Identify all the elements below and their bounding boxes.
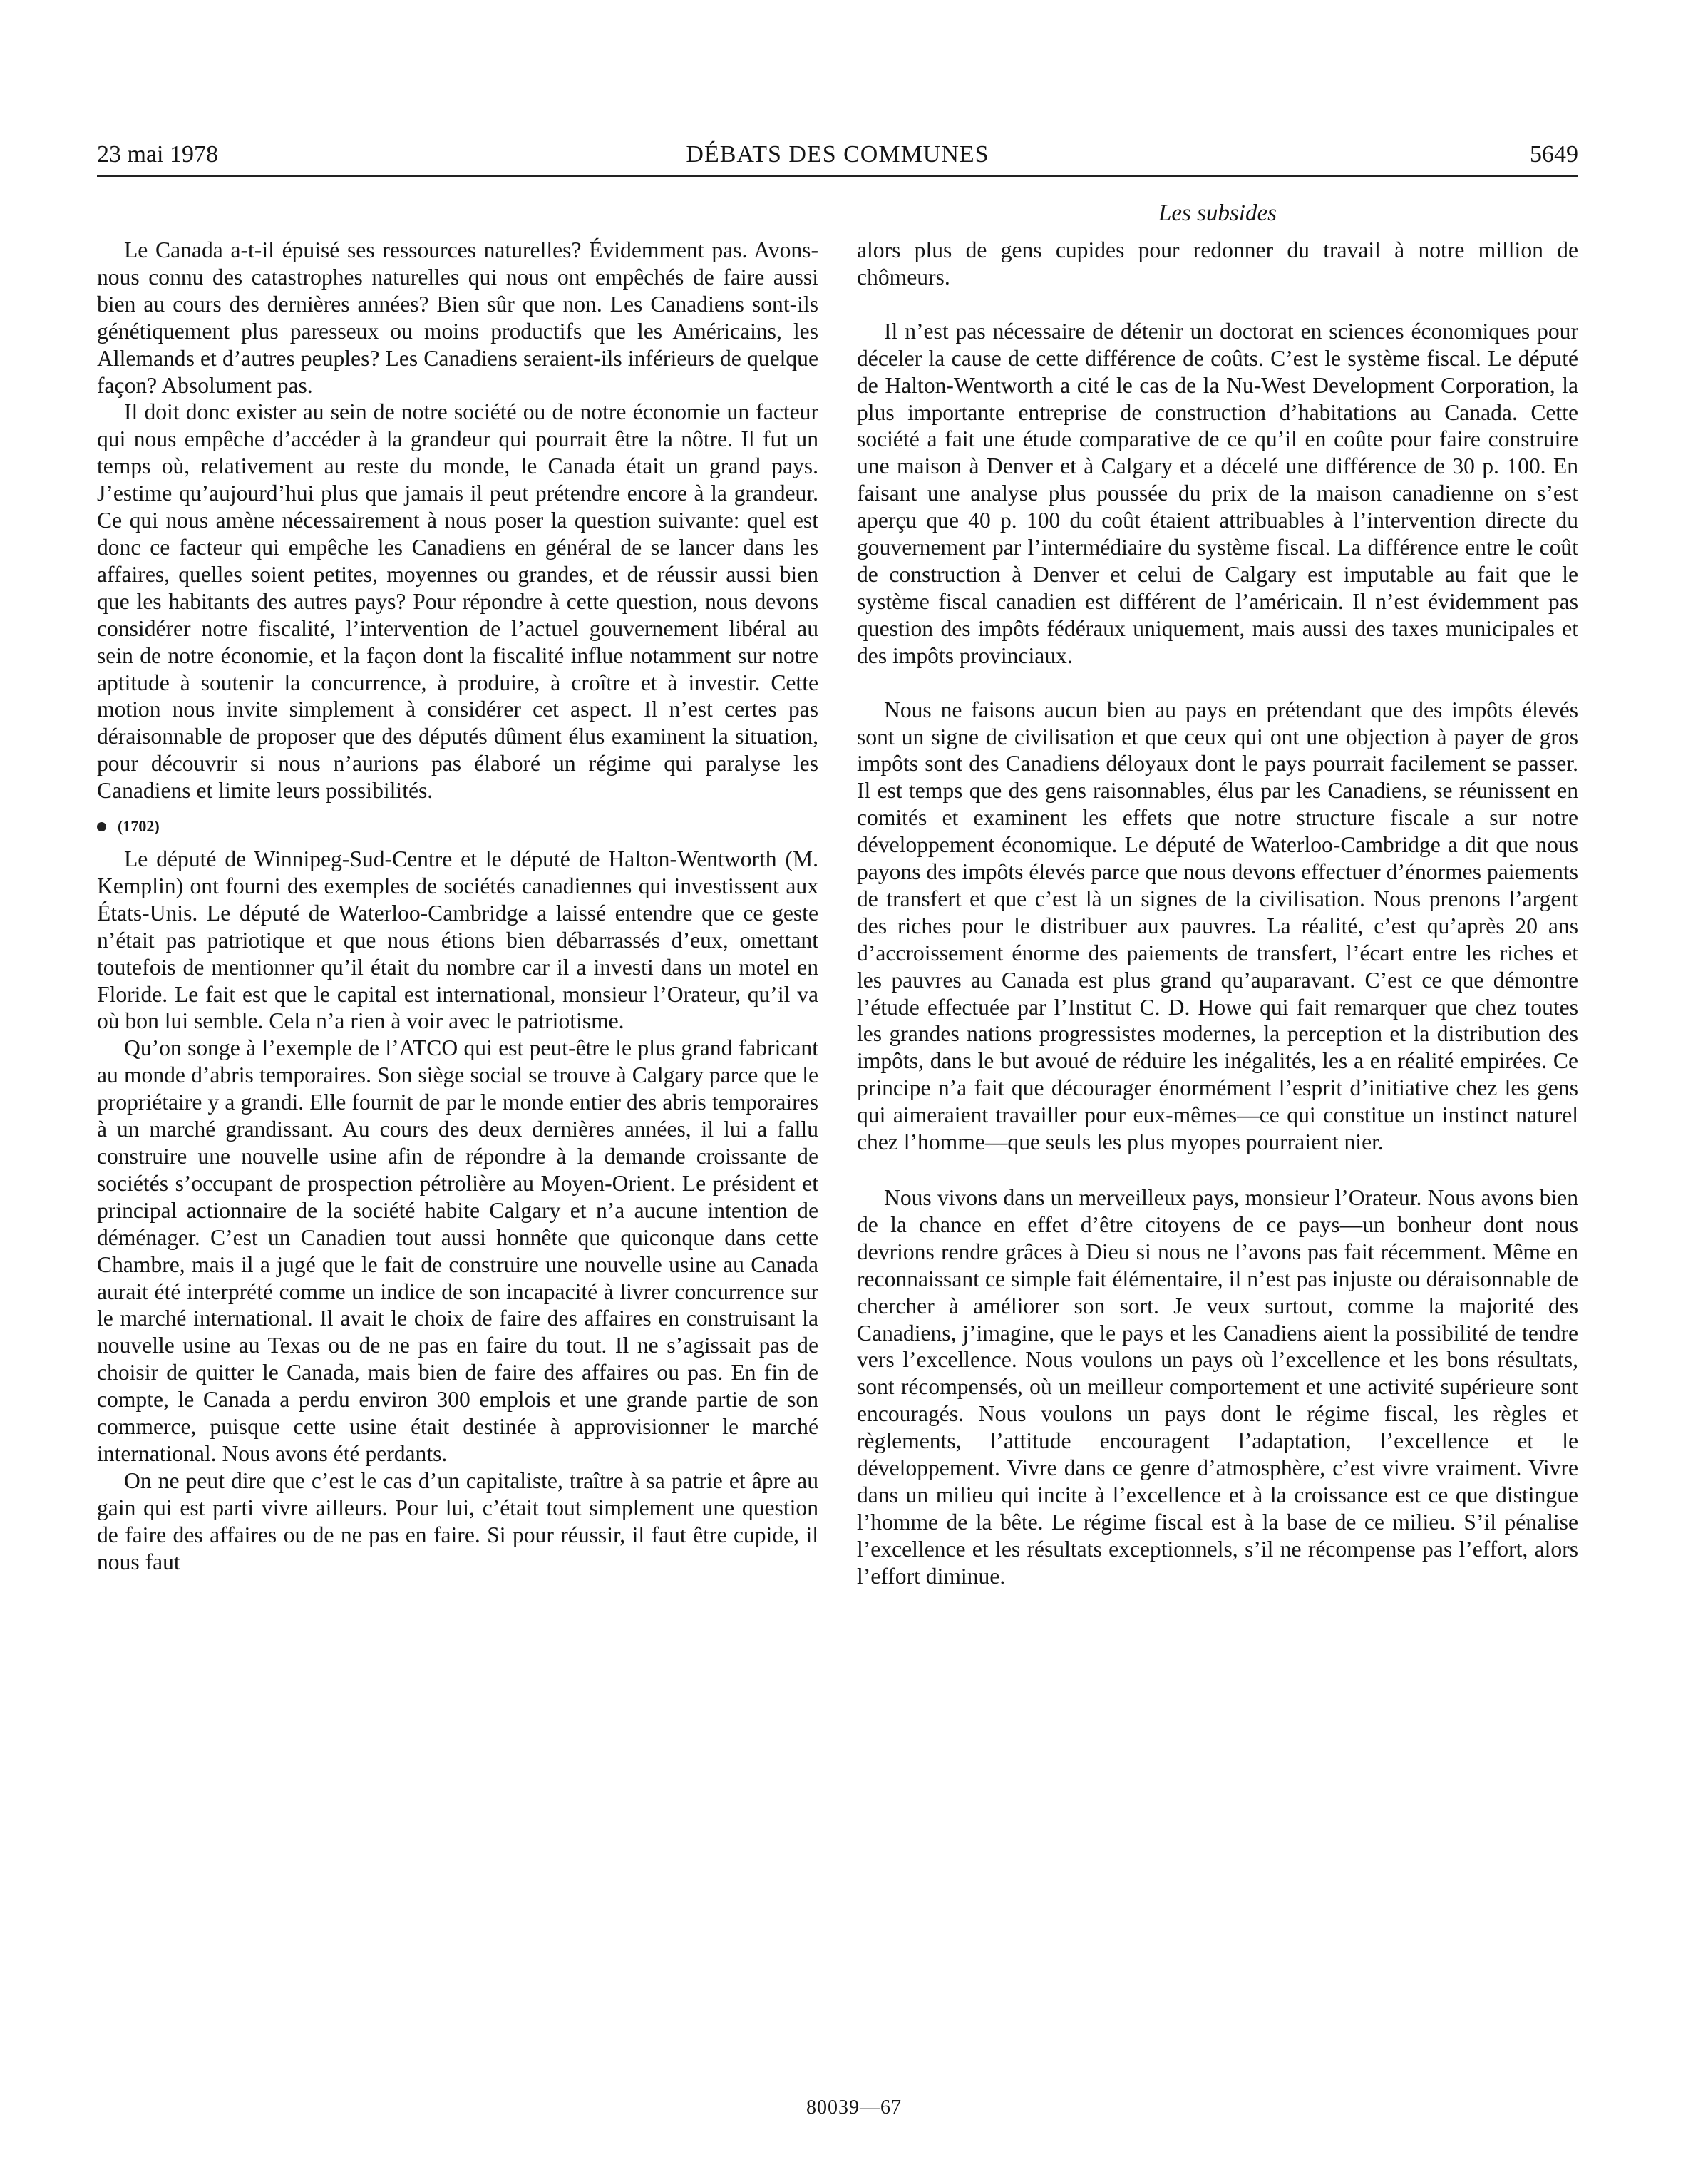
paragraph-continuation: alors plus de gens cupides pour redonner du travail à notre million de chômeurs. — [857, 237, 1578, 290]
paragraph: Le Canada a-t-il épuisé ses ressources naturelles? Évidemment pas. Avons-nous connu des catastrophes naturelles qui nous ont empêchés de faire aussi bien au cours des dernières années? Bien sûr que non. Les Canadiens sont-ils génétiquement plus paresseux ou moins productifs que les Américains, les Allemands et d’autres peuples? Les Canadiens seraient-ils inférieurs de quelque façon? Absolument pas. — [97, 237, 818, 398]
paragraph: On ne peut dire que c’est le cas d’un capitaliste, traître à sa patrie et âpre au gain qui est parti vivre ailleurs. Pour lui, c’était tout simplement une question de faire des affaires ou de ne pas en faire. Si pour réussir, il faut être cupide, il nous faut — [97, 1467, 818, 1574]
section-title: Les subsides — [1158, 200, 1277, 226]
header-date: 23 mai 1978 — [97, 141, 218, 168]
page-number: 5649 — [1530, 141, 1578, 168]
paragraph: Nous ne faisons aucun bien au pays en prétendant que des impôts élevés sont un signe de civilisation et que ceux qui ont une objection à payer de gros impôts sont des Canadiens déloyaux dont le pays pourrait facilement se passer. Il est temps que des gens raisonnables, élus par les Canadiens, se réunissent en comités et examinent les effets que notre structure fiscale a sur notre développement économique. Le député de Waterloo-Cambridge a dit que nous payons des impôts élevés parce que nous devons effectuer d’énormes paiements de transfert et que c’est là un signes de la civilisation. Nous prenons l’argent des riches pour le distribuer aux pauvres. La réalité, c’est qu’après 20 ans d’accroissement énorme des paiements de transfert, l’écart entre les riches et les pauvres au Canada est plus grand qu’auparavant. C’est ce que démontre l’étude effectuée par l’Institut C. D. Howe qui fait remarquer que chez toutes les grandes nations progressistes modernes, la perception et la distribution des impôts, dans le but avoué de réduire les inégalités, les a en réalité empirées. Ce principe n’a fait que décourager énormément l’esprit d’initiative chez les gens qui aimeraient travailler pour eux-mêmes—ce qui constitue un instinct naturel chez l’homme—que seuls les plus myopes pourraient nier. — [857, 697, 1578, 1155]
paragraph: Nous vivons dans un merveilleux pays, monsieur l’Orateur. Nous avons bien de la chance en effet d’être citoyens de ce pays—un bonheur dont nous devrions rendre grâces à Dieu si nous ne l’avons pas fait récemment. Même en reconnaissant ce simple fait élémentaire, il n’est pas injuste ou déraisonnable de chercher à améliorer son sort. Je veux surtout, comme la majorité des Canadiens, j’imagine, que le pays et les Canadiens aient la possibilité de tendre vers l’excellence. Nous voulons un pays où l’excellence et les bons résultats, sont récompensés, où un meilleur comportement et une activité supérieure sont encouragés. Nous voulons un pays dont le régime fiscal, les règles et règlements, l’attitude encouragent l’adaptation, l’excellence et le développement. Vivre dans ce genre d’atmosphère, c’est vivre vraiment. Vivre dans un milieu qui incite à l’excellence et à la croissance est ce que distingue l’homme de la bête. Le régime fiscal est à la base de ce milieu. S’il pénalise l’excellence et les résultats exceptionnels, s’il ne récompense pas l’effort, alors l’effort diminue. — [857, 1185, 1578, 1589]
paragraph: Il doit donc exister au sein de notre société ou de notre économie un facteur qui nous empêche d’accéder à la grandeur qui pourrait être la nôtre. Il fut un temps où, relativement au reste du monde, le Canada était un grand pays. J’estime qu’aujourd’hui plus que jamais il peut prétendre encore à la grandeur. Ce qui nous amène nécessairement à nous poser la question suivante: quel est donc ce facteur qui empêche les Canadiens en général de se lancer dans les affaires, quelles soient petites, moyennes ou grandes, et de réussir aussi bien que les habitants des autres pays? Pour répondre à cette question, nous devons considérer notre fiscalité, l’intervention de l’actuel gouvernement libéral au sein de notre économie, et la façon dont la fiscalité influe notamment sur notre aptitude à soutenir la concurrence, à produire, à croître et à investir. Cette motion nous invite simplement à considérer cet aspect. Il n’est certes pas déraisonnable de proposer que des députés dûment élus examinent la situation, pour découvrir si nous n’aurions pas élaboré un régime qui paralyse les Canadiens et limite leurs possibilités. — [97, 399, 818, 804]
footer-code: 80039—67 — [806, 2096, 902, 2119]
left-column — [97, 237, 818, 1576]
paragraph: Le député de Winnipeg-Sud-Centre et le député de Halton-Wentworth (M. Kemplin) ont fourni des exemples de sociétés canadiennes qui investissent aux États-Unis. Le député de Waterloo-Cambridge a laissé entendre que ce geste n’était pas patriotique et que nous étions bien débarrassés d’eux, omettant toutefois de mentionner qu’il était du nombre car il a investi dans un motel en Floride. Le fait est que le capital est international, monsieur l’Orateur, qu’il va où bon lui semble. Cela n’a rien à voir avec le patriotisme. — [97, 846, 818, 1034]
paragraph: Il n’est pas nécessaire de détenir un doctorat en sciences économiques pour déceler la cause de cette différence de coûts. C’est le système fiscal. Le député de Halton-Wentworth a cité le cas de la Nu-West Development Corporation, la plus importante entreprise de construction d’habitations au Canada. Cette société a fait une étude comparative de ce qu’il en coûte pour faire construire une maison à Denver et à Calgary et a décelé une différence de 30 p. 100. En faisant une analyse plus poussée du prix de la maison canadienne on s’est aperçu que 40 p. 100 du coût étaient attribuables à l’intervention directe du gouvernement par l’intermédiaire du système fiscal. La différence entre le coût de construction à Denver et celui de Calgary est imputable au fait que le système fiscal canadien est différent de l’américain. Il n’est évidemment pas question des impôts fédéraux uniquement, mais aussi des taxes municipales et des impôts provinciaux. — [857, 318, 1578, 668]
timestamp-marker — [97, 816, 818, 837]
bullet-icon — [97, 822, 106, 831]
paragraph: Qu’on songe à l’exemple de l’ATCO qui est peut-être le plus grand fabricant au monde d’abris temporaires. Son siège social se trouve à Calgary parce que le propriétaire y a grandi. Elle fournit de par le monde entier des abris temporaires à un marché grandissant. Au cours des deux dernières années, il lui a fallu construire une nouvelle usine afin de répondre à la demande croissante de sociétés s’occupant de prospection pétrolière au Moyen-Orient. Le président et principal actionnaire de la société habite Calgary et n’a aucune intention de déménager. C’est un Canadien tout aussi honnête que quiconque dans cette Chambre, mais il a jugé que le fait de construire une nouvelle usine au Canada aurait été interprété comme un indice de son incapacité à livrer concurrence sur le marché international. Il avait le choix de faire des affaires en construisant la nouvelle usine au Texas ou de ne pas en faire du tout. Il ne s’agissait pas de choisir de quitter le Canada, mais bien de faire des affaires ou pas. En fin de compte, le Canada a perdu environ 300 emplois et une grande partie de son commerce, puisque cette usine était destinée à approvisionner le marché international. Nous avons été perdants. — [97, 1035, 818, 1466]
timestamp: (1702) — [118, 817, 160, 836]
right-column — [857, 237, 1578, 1590]
page-header — [97, 141, 1578, 174]
header-title: DÉBATS DES COMMUNES — [686, 141, 989, 168]
header-rule — [97, 175, 1578, 177]
